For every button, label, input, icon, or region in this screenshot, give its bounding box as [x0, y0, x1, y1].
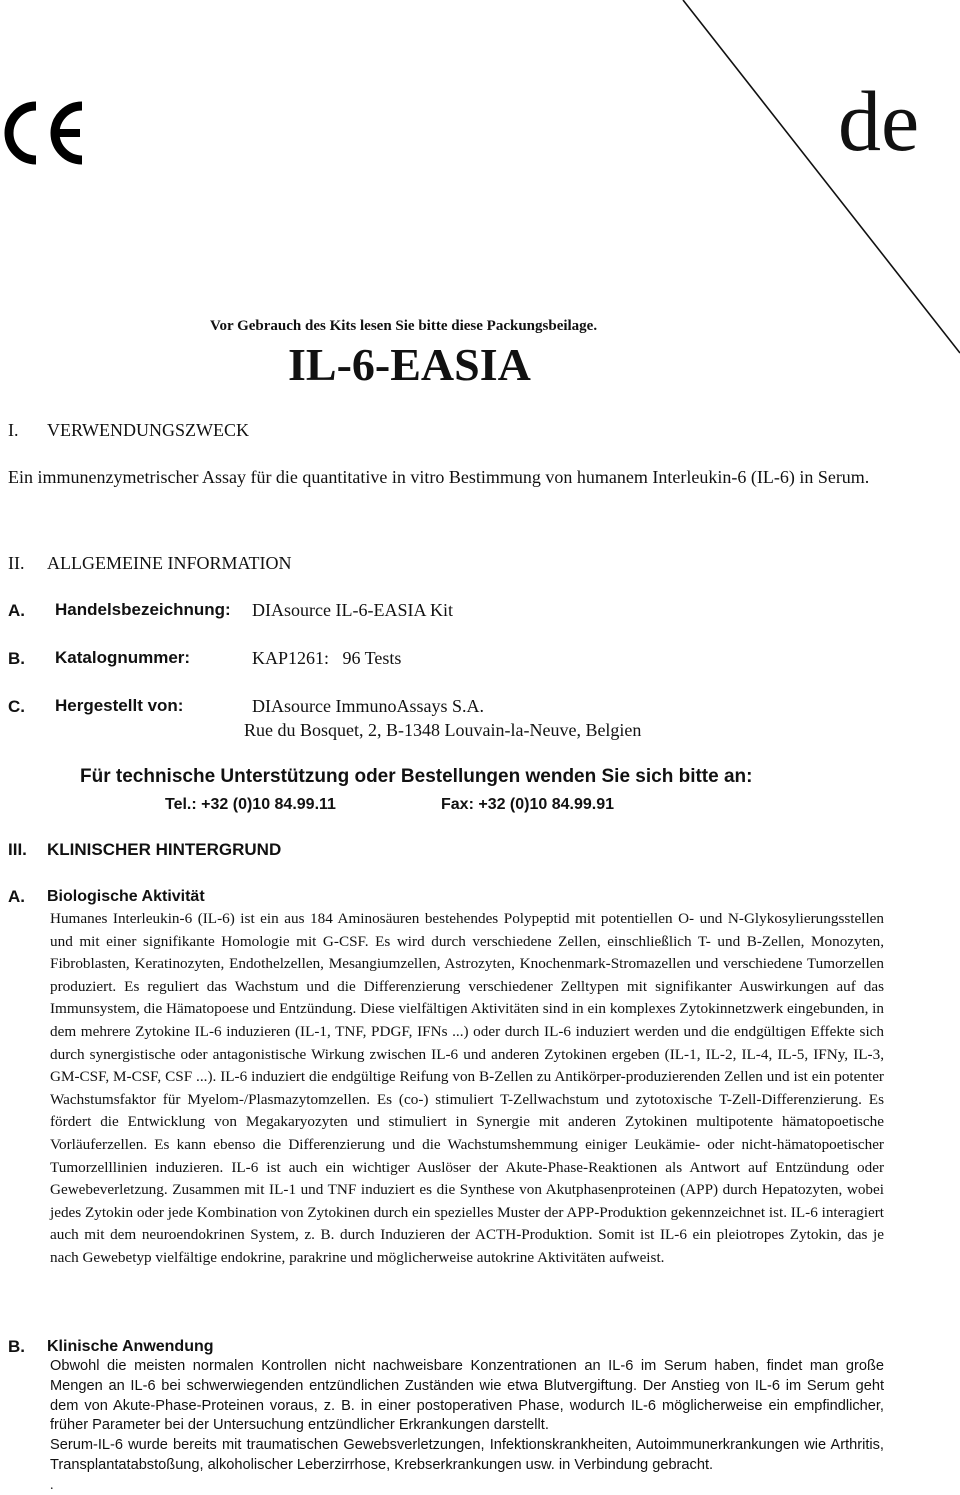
info-label: Hergestellt von:: [55, 696, 184, 715]
language-code: de: [838, 73, 920, 169]
section-2-heading: [8, 553, 291, 574]
phone-number: Tel.: +32 (0)10 84.99.11: [165, 796, 336, 813]
clinical-paragraph-1: Obwohl die meisten normalen Kontrollen nicht nachweisbare Konzentrationen an IL-6 im Serum haben, findet man große Mengen an IL-6 bei schwerwiegenden entzündlichen Zuständen wie etwa Blutvergiftung. Der Anstieg von IL-6 im Serum geht dem von Akute-Phase-Proteinen voraus, z. B. in einer postoperativen Phase, wodurch IL-6 möglicherweise ein empfindlicher, früher Parameter bei der Untersuchung entzündlicher Erkrankungen darstellt.: [50, 1358, 884, 1434]
document-title: IL-6-EASIA: [288, 339, 531, 390]
support-notice: Für technische Unterstützung oder Bestellungen wenden Sie sich bitte an:: [80, 766, 753, 787]
section-title: KLINISCHER HINTERGRUND: [47, 840, 282, 859]
biological-activity-text: Humanes Interleukin-6 (IL-6) ist ein aus 184 Aminosäuren bestehendes Polypeptid mit potentiellen O- und N-Glykosylierungsstellen und mit einer signifikante Homologie mit G-CSF. Es wird durch verschiedene Zellen, einschließlich T- und B-Zellen, Monozyten, Fibroblasten, Keratinozyten, Endothelzellen, Mesangiumzellen, Astrozyten, Knochenmark-Stromazellen und verschiedene Tumorzellen produziert. Es reguliert das Wachstum und die Differenzierung verschiedener Zelltypen mit signifikanter Auswirkungen auf das Immunsystem, die Hämatopoese und Entzündung. Diese vielfältigen Aktivitäten sind in ein komplexes Zytokinnetzwerk eingebunden, in dem mehrere Zytokine IL-6 induzieren (IL-1, TNF, PDGF, IFNs ...) oder durch IL-6 induziert werden und die endgültigen Effekte sich durch synergistische oder antagonistische Wirkung zwischen IL-6 und anderen Zytokinen ergeben (IL-1, IL-2, IL-4, IL-5, IFNy, IL-3, GM-CSF, M-CSF, CSF ...). IL-6 induziert die endgültige Reifung von B-Zellen zu Antikörper-produzierenden Zellen und ist ein potenter Wachstumsfaktor für Myelom-/Plasmazytomzellen. Es (co-) stimuliert T-Zellwachstum und zytotoxische T-Zell-Differenzierung. Es fördert die Entwicklung von Megakaryozyten und stimuliert in Synergie mit anderen Zytokinen multipotente hämatopoetische Vorläuferzellen. Es kann ebenso die Differenzierung und die Wachstumshemmung einiger Leukämie- oder nicht-hämatopoetischer Tumorzelllinien induzieren. IL-6 ist auch ein wichtiger Auslöser der Akute-Phase-Reaktionen als Antwort auf Entzündung oder Gewebeverletzung. Zusammen mit IL-1 und TNF induziert es die Synthese von Akutphasenproteinen (APP) durch Hepatozyten, wobei jedes Zytokin oder jede Kombination von Zytokinen durch ein spezielles Muster der APP-Produktion gekennzeichnet ist. IL-6 interagiert auch mit dem neuroendokrinen System, z. B. durch Induzieren der ACTH-Produktion. Somit ist IL-6 ein pleiotropes Zytokin, das je nach Gewebetyp vielfältige endokrine, parakrine und möglicherweise autokrine Aktivitäten aufweist.: [50, 910, 884, 1266]
info-letter: A.: [8, 601, 25, 620]
info-letter: B.: [8, 649, 25, 668]
subsection-a-title: Biologische Aktivität: [47, 888, 205, 905]
info-row-manufacturer: [8, 696, 908, 717]
manufacturer-address: Rue du Bosquet, 2, B-1348 Louvain-la-Neuve, Belgien: [244, 720, 642, 740]
subsection-b-title: Klinische Anwendung: [47, 1338, 214, 1355]
clinical-paragraph-2: Serum-IL-6 wurde bereits mit traumatischen Gewebsverletzungen, Infektionskrankheiten, Autoimmunerkrankungen wie Arthritis, Transplantatabstoßung, alkoholischer Leberzirrhose, Krebserkrankungen usw. in Verbindung gebracht.: [50, 1437, 884, 1473]
read-notice: Vor Gebrauch des Kits lesen Sie bitte diese Packungsbeilage.: [210, 318, 598, 334]
subsection-b-letter: B.: [8, 1337, 25, 1356]
intended-use-text: Ein immunenzymetrischer Assay für die quantitative in vitro Bestimmung von humanem Interleukin-6 (IL-6) in Serum.: [8, 467, 870, 487]
section-title: VERWENDUNGSZWECK: [47, 420, 249, 440]
clinical-application-text: [50, 1357, 884, 1476]
section-title: ALLGEMEINE INFORMATION: [47, 553, 292, 573]
ce-mark-logo: [2, 98, 92, 168]
info-label: Handelsbezeichnung:: [55, 600, 231, 619]
fax-number: Fax: +32 (0)10 84.99.91: [441, 796, 615, 813]
info-value: DIAsource ImmunoAssays S.A.: [252, 696, 484, 716]
info-row-catalog-number: [8, 648, 908, 669]
section-number: II.: [8, 553, 25, 573]
info-letter: C.: [8, 697, 25, 716]
trailing-dot: .: [50, 1478, 54, 1493]
info-value: DIAsource IL-6-EASIA Kit: [252, 600, 453, 620]
info-row-trade-name: [8, 600, 908, 621]
section-number: III.: [8, 840, 27, 859]
info-value: KAP1261: 96 Tests: [252, 648, 402, 668]
section-3-heading: [8, 840, 281, 860]
section-number: I.: [8, 420, 19, 440]
section-1-heading: [8, 420, 249, 441]
subsection-a-letter: A.: [8, 887, 25, 906]
info-label: Katalognummer:: [55, 648, 191, 667]
